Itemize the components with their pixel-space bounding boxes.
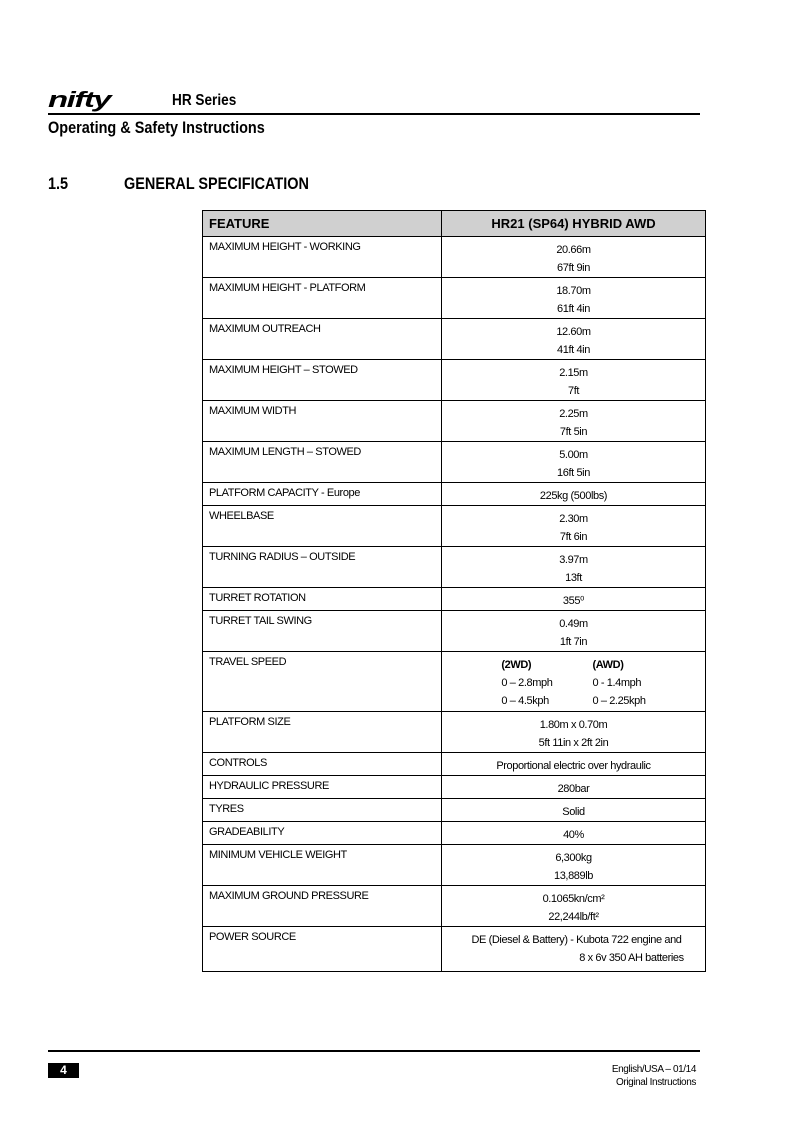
series-title: HR Series: [172, 92, 237, 109]
table-row: [203, 588, 706, 611]
value-line: 7ft: [567, 385, 580, 397]
table-row: [203, 886, 706, 927]
value-cell: [442, 799, 706, 822]
value-cell: [442, 483, 706, 506]
footer-doc-type: Original Instructions: [616, 1077, 696, 1088]
speed-column-col2: [592, 656, 645, 710]
value-line: 41ft 4in: [557, 344, 590, 356]
speed-line: 0 – 2.8mph: [501, 677, 553, 689]
header-rule: [48, 113, 700, 115]
value-cell: [442, 652, 706, 712]
value-cell: [442, 776, 706, 799]
feature-cell: MAXIMUM HEIGHT – STOWED: [203, 360, 442, 401]
table-row: [203, 483, 706, 506]
value-cell: [442, 506, 706, 547]
speed-line: 0 - 1.4mph: [592, 677, 642, 689]
speed-line: 0 – 2.25kph: [592, 695, 646, 707]
feature-cell: TYRES: [203, 799, 442, 822]
table-row: [203, 237, 706, 278]
value-line: 7ft 6in: [559, 531, 588, 543]
value-line: 22,244lb/ft²: [548, 911, 599, 923]
table-row: [203, 822, 706, 845]
page-number: 4: [48, 1063, 79, 1078]
footer-info: [612, 1063, 696, 1089]
table-row: [203, 927, 706, 972]
value-cell: [442, 845, 706, 886]
feature-cell: MAXIMUM LENGTH – STOWED: [203, 442, 442, 483]
value-line: 2.30m: [559, 513, 588, 525]
value-line: 1ft 7in: [559, 636, 588, 648]
value-line: 6,300kg: [555, 852, 592, 864]
feature-cell: MAXIMUM HEIGHT - PLATFORM: [203, 278, 442, 319]
value-line: 20.66m: [556, 244, 591, 256]
spec-table: [202, 210, 706, 972]
value-line: 355⁰: [562, 595, 585, 607]
table-row: [203, 278, 706, 319]
value-cell: [442, 712, 706, 753]
feature-cell: MINIMUM VEHICLE WEIGHT: [203, 845, 442, 886]
value-line: Solid: [562, 806, 585, 818]
value-line: 0.1065kn/cm²: [542, 893, 605, 905]
feature-cell: MAXIMUM GROUND PRESSURE: [203, 886, 442, 927]
table-row: [203, 401, 706, 442]
value-cell: [442, 927, 706, 972]
value-line: 1.80m x 0.70m: [539, 719, 608, 731]
value-line: Proportional electric over hydraulic: [496, 760, 651, 772]
speed-line: 0 – 4.5kph: [501, 695, 549, 707]
section-title: GENERAL SPECIFICATION: [124, 174, 309, 193]
feature-cell: CONTROLS: [203, 753, 442, 776]
value-cell: [442, 588, 706, 611]
table-row: [203, 845, 706, 886]
feature-cell: MAXIMUM OUTREACH: [203, 319, 442, 360]
table-row: [203, 799, 706, 822]
feature-cell: HYDRAULIC PRESSURE: [203, 776, 442, 799]
table-row: [203, 652, 706, 712]
table-row: [203, 753, 706, 776]
table-row: [203, 360, 706, 401]
footer-language: English/USA – 01/14: [611, 1064, 696, 1075]
column-header-feature: FEATURE: [203, 211, 442, 237]
value-line: 2.15m: [559, 367, 588, 379]
section-number: 1.5: [48, 174, 69, 193]
value-cell: [442, 753, 706, 776]
table-header-row: [203, 211, 706, 237]
value-cell: [442, 611, 706, 652]
value-line: 61ft 4in: [557, 303, 590, 315]
value-cell: [442, 278, 706, 319]
value-line: 3.97m: [559, 554, 588, 566]
value-line: 13,889lb: [553, 870, 593, 882]
value-cell: [442, 401, 706, 442]
value-line: 0.49m: [559, 618, 588, 630]
value-line: 13ft: [565, 572, 582, 584]
feature-cell: TURRET ROTATION: [203, 588, 442, 611]
travel-speed-columns: [442, 656, 705, 710]
value-line: 67ft 9in: [557, 262, 590, 274]
feature-cell: MAXIMUM WIDTH: [203, 401, 442, 442]
power-line: 8 x 6v 350 AH batteries: [579, 952, 684, 964]
value-line: 5.00m: [559, 449, 588, 461]
value-line: 225kg (500lbs): [539, 490, 608, 502]
value-cell: [442, 360, 706, 401]
table-row: [203, 712, 706, 753]
feature-cell: TURRET TAIL SWING: [203, 611, 442, 652]
speed-line: (2WD): [501, 659, 532, 671]
table-row: [203, 442, 706, 483]
value-line: 12.60m: [556, 326, 591, 338]
value-line: 5ft 11in x 2ft 2in: [538, 737, 609, 749]
value-line: 7ft 5in: [559, 426, 588, 438]
table-row: [203, 611, 706, 652]
table-row: [203, 547, 706, 588]
footer-rule: [48, 1050, 700, 1052]
feature-cell: TURNING RADIUS – OUTSIDE: [203, 547, 442, 588]
column-header-model: HR21 (SP64) HYBRID AWD: [442, 211, 706, 237]
feature-cell: GRADEABILITY: [203, 822, 442, 845]
document-subtitle: Operating & Safety Instructions: [48, 118, 265, 137]
power-line: DE (Diesel & Battery) - Kubota 722 engine and: [471, 934, 682, 946]
feature-cell: POWER SOURCE: [203, 927, 442, 972]
feature-cell: MAXIMUM HEIGHT - WORKING: [203, 237, 442, 278]
feature-cell: TRAVEL SPEED: [203, 652, 442, 712]
feature-cell: PLATFORM SIZE: [203, 712, 442, 753]
value-line: 18.70m: [556, 285, 591, 297]
value-cell: [442, 886, 706, 927]
value-line: 280bar: [557, 783, 590, 795]
table-row: [203, 506, 706, 547]
value-cell: [442, 237, 706, 278]
value-cell: [442, 319, 706, 360]
value-cell: [442, 442, 706, 483]
speed-column-col1: [501, 656, 552, 710]
feature-cell: WHEELBASE: [203, 506, 442, 547]
feature-cell: PLATFORM CAPACITY - Europe: [203, 483, 442, 506]
value-line: 2.25m: [559, 408, 588, 420]
value-line: 40%: [563, 829, 584, 841]
value-line: 16ft 5in: [557, 467, 590, 479]
table-row: [203, 776, 706, 799]
value-cell: [442, 547, 706, 588]
speed-line: (AWD): [592, 659, 624, 671]
table-row: [203, 319, 706, 360]
nifty-logo: nifty: [48, 87, 111, 112]
value-cell: [442, 822, 706, 845]
